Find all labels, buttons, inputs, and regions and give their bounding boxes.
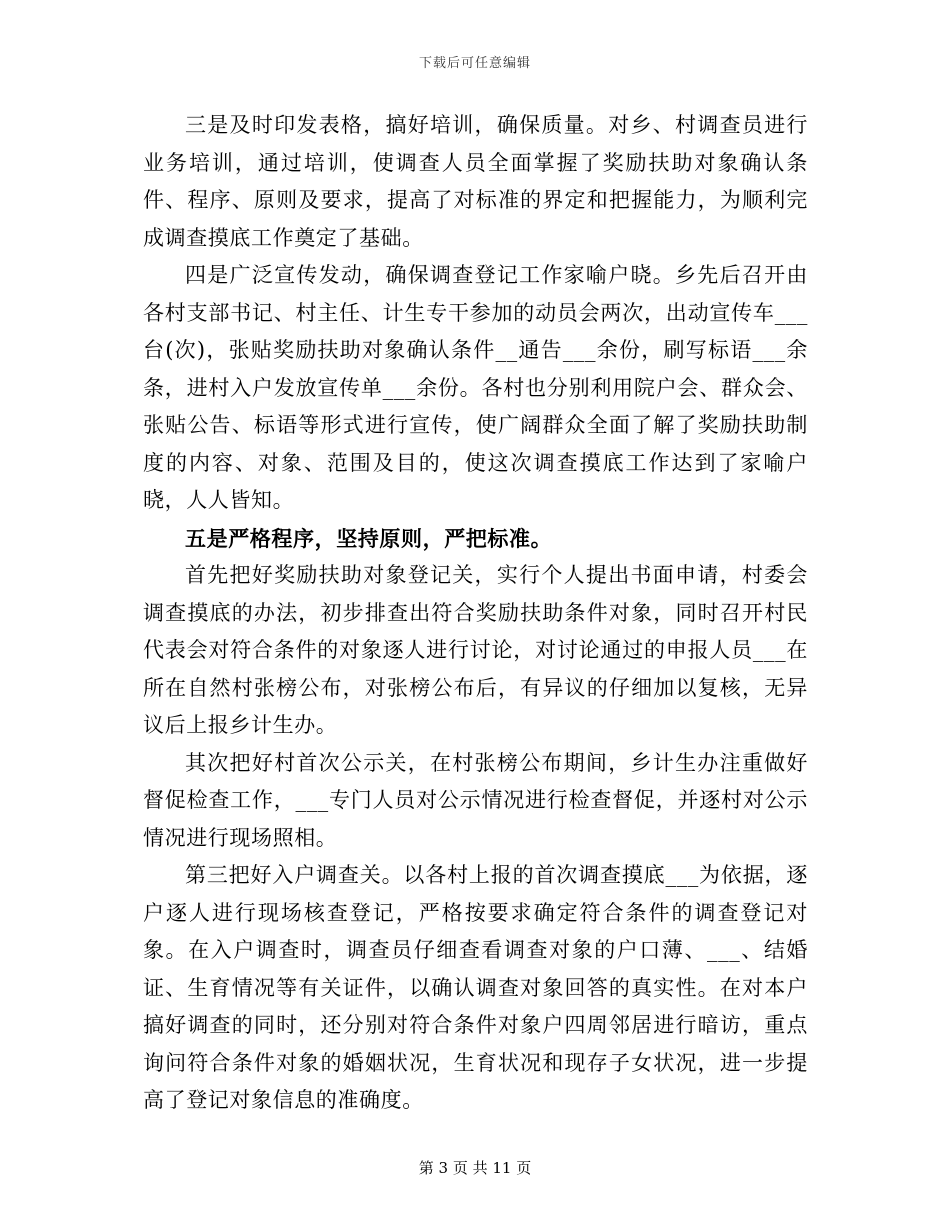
paragraph-registration: 首先把好奖励扶助对象登记关，实行个人提出书面申请，村委会调查摸底的办法，初步排查出符合奖励扶助条件对象，同时召开村民代表会对符合条件的对象逐人进行讨论，对讨论通过的申报人员___在所在自然村张榜公布，对张榜公布后，有异议的仔细加以复核，无异议后上报乡计生办。 <box>143 563 808 737</box>
paragraph-publicity: 四是广泛宣传发动，确保调查登记工作家喻户晓。乡先后召开由各村支部书记、村主任、计生专干参加的动员会两次，出动宣传车___台(次)，张贴奖励扶助对象确认条件__通告___余份，刷写标语___余条，进村入户发放宣传单___余份。各村也分别利用院户会、群众会、张贴公告、标语等形式进行宣传，使广阔群众全面了解了奖励扶助制度的内容、对象、范围及目的，使这次调查摸底工作达到了家喻户晓，人人皆知。 <box>143 263 808 512</box>
page-number-footer: 第 3 页 共 11 页 <box>418 1159 532 1177</box>
paragraph-household-survey: 第三把好入户调查关。以各村上报的首次调查摸底___为依据，逐户逐人进行现场核查登记，严格按要求确定符合条件的调查登记对象。在入户调查时，调查员仔细查看调查对象的户口薄、___、结婚证、生育情况等有关证件，以确认调查对象回答的真实性。在对本户搞好调查的同时，还分别对符合条件对象户四周邻居进行暗访，重点询问符合条件对象的婚姻状况，生育状况和现存子女状况，进一步提高了登记对象信息的准确度。 <box>143 863 808 1112</box>
document-body <box>143 107 808 1120</box>
paragraph-training: 三是及时印发表格，搞好培训，确保质量。对乡、村调查员进行业务培训，通过培训，使调查人员全面掌握了奖励扶助对象确认条件、程序、原则及要求，提高了对标准的界定和把握能力，为顺利完成调查摸底工作奠定了基础。 <box>143 113 808 250</box>
section-heading-procedure: 五是严格程序，坚持原则，严把标准。 <box>185 525 553 551</box>
paragraph-public-notice: 其次把好村首次公示关，在村张榜公布期间，乡计生办注重做好督促检查工作，___专门人员对公示情况进行检查督促，并逐村对公示情况进行现场照相。 <box>143 750 808 850</box>
page-header: 下载后可任意编辑 <box>418 56 531 71</box>
